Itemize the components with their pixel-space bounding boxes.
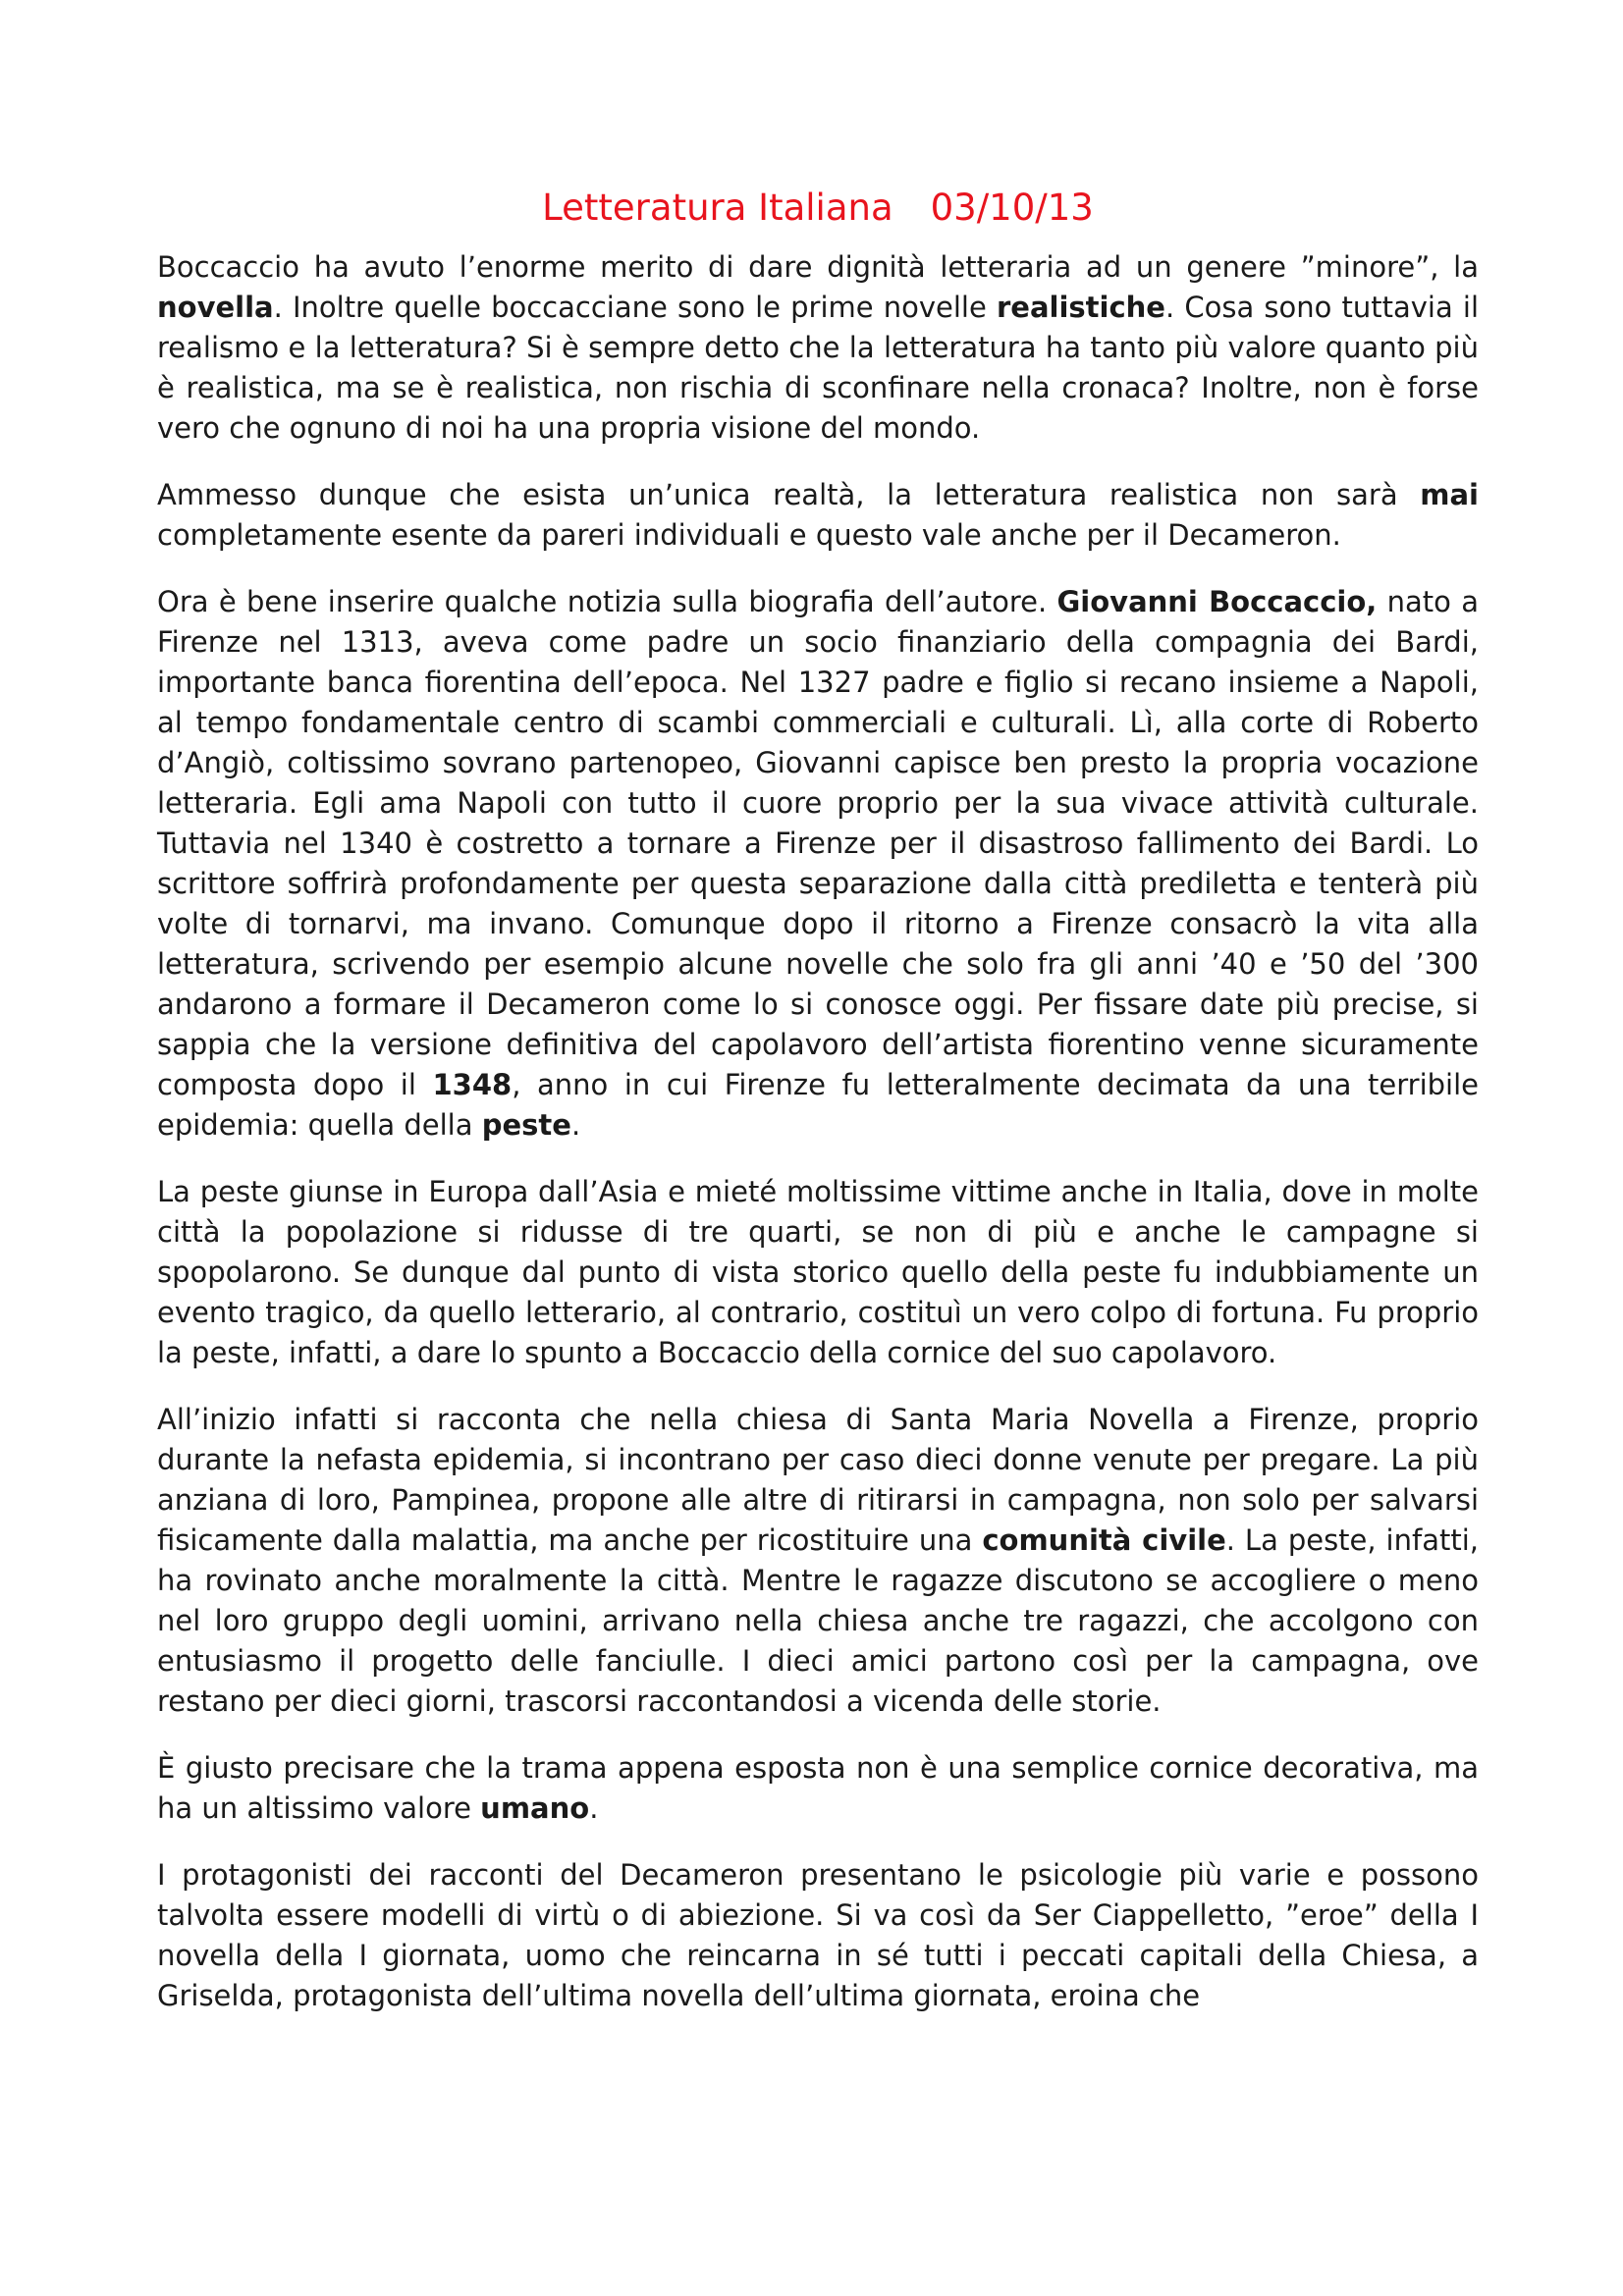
text-run: . La peste, infatti, ha rovinato anche moralmente la città. Mentre le ragazze discutono se accogliere o meno nel loro gruppo degli uomini, arrivano nella chiesa anche tre ragazzi, che accolgono con entusiasmo il progetto delle fanciulle. I dieci amici partono così per la campagna, ove restano per dieci giorni, trascorsi raccontandosi a vicenda delle storie. xyxy=(157,1523,1479,1718)
bold-term: Giovanni Boccaccio, xyxy=(1056,585,1378,618)
paragraph-4 xyxy=(157,1172,1479,1373)
paragraph-5 xyxy=(157,1400,1479,1722)
paragraph-3 xyxy=(157,582,1479,1146)
document-page xyxy=(157,187,1479,2043)
paragraph-1 xyxy=(157,247,1479,449)
text-run: , anno in cui Firenze fu letteralmente decimata da una terribile epidemia: quella della xyxy=(157,1068,1479,1142)
text-run: Boccaccio ha avuto l’enorme merito di dare dignità letteraria ad un genere ”minore”, la xyxy=(157,250,1479,284)
text-run: È giusto precisare che la trama appena esposta non è una semplice cornice decorativa, ma ha un altissimo valore xyxy=(157,1751,1479,1825)
text-run: La peste giunse in Europa dall’Asia e mieté moltissime vittime anche in Italia, dove in molte città la popolazione si ridusse di tre quarti, se non di più e anche le campagne si spopolarono. Se dunque dal punto di vista storico quello della peste fu indubbiamente un evento tragico, da quello letterario, al contrario, costituì un vero colpo di fortuna. Fu proprio la peste, infatti, a dare lo spunto a Boccaccio della cornice del suo capolavoro. xyxy=(157,1175,1479,1369)
bold-term: mai xyxy=(1420,478,1479,511)
text-run: Ammesso dunque che esista un’unica realtà, la letteratura realistica non sarà xyxy=(157,478,1421,511)
text-run: . xyxy=(570,1108,581,1142)
bold-term: realistiche xyxy=(996,291,1165,324)
title-text: Letteratura Italiana xyxy=(542,187,893,229)
page-title xyxy=(157,187,1479,230)
bold-term: novella xyxy=(157,291,274,324)
paragraph-2 xyxy=(157,475,1479,556)
text-run: . Inoltre quelle boccacciane sono le prime novelle xyxy=(273,291,997,324)
paragraph-7 xyxy=(157,1855,1479,2016)
paragraph-6 xyxy=(157,1748,1479,1829)
text-run: Ora è bene inserire qualche notizia sulla biografia dell’autore. xyxy=(157,585,1057,618)
text-run: . Cosa sono tuttavia il realismo e la letteratura? Si è sempre detto che la letteratura ha tanto più valore quanto più è realistica, ma se è realistica, non rischia di sconfinare nella cronaca? Inoltre, non è forse vero che ognuno di noi ha una propria visione del mondo. xyxy=(157,291,1479,445)
text-run: nato a Firenze nel 1313, aveva come padre un socio finanziario della compagnia dei Bardi, importante banca fiorentina dell’epoca. Nel 1327 padre e figlio si recano insieme a Napoli, al tempo fondamentale centro di scambi commerciali e culturali. Lì, alla corte di Roberto d’Angiò, coltissimo sovrano partenopeo, Giovanni capisce ben presto la propria vocazione letteraria. Egli ama Napoli con tutto il cuore proprio per la sua vivace attività culturale. Tuttavia nel 1340 è costretto a tornare a Firenze per il disastroso fallimento dei Bardi. Lo scrittore soffrirà profondamente per questa separazione dalla città prediletta e tenterà più volte di tornarvi, ma invano. Comunque dopo il ritorno a Firenze consacrò la vita alla letteratura, scrivendo per esempio alcune novelle che solo fra gli anni ’40 e ’50 del ’300 andarono a formare il Decameron come lo si conosce oggi. Per fissare date più precise, si sappia che la versione definitiva del capolavoro dell’artista fiorentino venne sicuramente composta dopo il xyxy=(157,585,1479,1101)
text-run: I protagonisti dei racconti del Decameron presentano le psicologie più varie e possono talvolta essere modelli di virtù o di abiezione. Si va così da Ser Ciappelletto, ”eroe” della I novella della I giornata, uomo che reincarna in sé tutti i peccati capitali della Chiesa, a Griselda, protagonista dell’ultima novella dell’ultima giornata, eroina che xyxy=(157,1858,1479,2012)
bold-term: peste xyxy=(481,1108,571,1142)
text-run: . xyxy=(589,1791,599,1825)
title-date: 03/10/13 xyxy=(930,187,1094,229)
bold-term: 1348 xyxy=(432,1068,513,1101)
text-run: completamente esente da pareri individuali e questo vale anche per il Decameron. xyxy=(157,518,1341,552)
text-run: All’inizio infatti si racconta che nella chiesa di Santa Maria Novella a Firenze, proprio durante la nefasta epidemia, si incontrano per caso dieci donne venute per pregare. La più anziana di loro, Pampinea, propone alle altre di ritirarsi in campagna, non solo per salvarsi fisicamente dalla malattia, ma anche per ricostituire una xyxy=(157,1403,1479,1557)
bold-term: umano xyxy=(480,1791,590,1825)
bold-term: comunità civile xyxy=(982,1523,1226,1557)
